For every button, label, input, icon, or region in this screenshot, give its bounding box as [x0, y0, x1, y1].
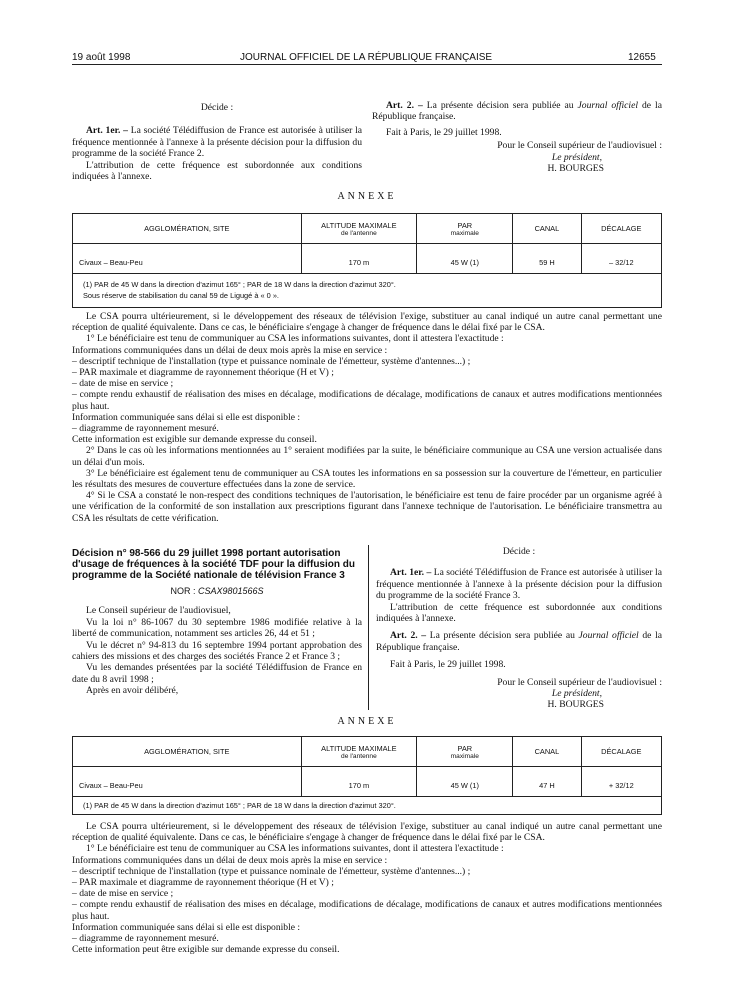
list-item: – date de mise en service ; [72, 378, 174, 390]
frequency-table-1 [72, 213, 662, 308]
decide-heading: Décide : [200, 102, 234, 113]
nor-code: CSAX9801566S [197, 586, 264, 596]
fait-a-paris: Fait à Paris, le 29 juillet 1998. [390, 659, 506, 671]
paragraph: 1° Le bénéficiaire est tenu de communiquer au CSA les informations suivantes, dont il attestera l'exactitude : [86, 333, 504, 345]
col-header-agglo: AGGLOMÉRATION, SITE [73, 214, 302, 244]
paragraph: Informations communiquées dans un délai de deux mois après la mise en service : [72, 344, 388, 356]
table-notes-row [73, 797, 662, 815]
paragraph: 2° Dans le cas où les informations mentionnées au 1° seraient modifiées par la suite, le bénéficiaire communique au CSA une version actualisée dans un délai d'un mois. [72, 445, 662, 468]
cell-altitude: 170 m [301, 244, 417, 274]
list-item: – compte rendu exhaustif de réalisation des mises en décalage, modifications de décalage, modifications de canaux et autres modifications mentionnées plus haut. [72, 389, 662, 412]
pour-le-conseil: Pour le Conseil supérieur de l'audiovisuel : [497, 676, 662, 688]
decision1-right-column [372, 100, 662, 174]
note-1: (1) PAR de 45 W dans la direction d'azimut 165° ; PAR de 18 W dans la direction d'azimut 320°. [83, 801, 396, 810]
header-rule [72, 64, 662, 65]
header-title: JOURNAL OFFICIEL DE LA RÉPUBLIQUE FRANÇAISE [240, 52, 493, 63]
list-item: – diagramme de rayonnement mesuré. [72, 423, 219, 435]
attribution-text: L'attribution de cette fréquence est subordonnée aux conditions indiquées à l'annexe. [376, 601, 662, 625]
column-divider [368, 545, 369, 710]
table-header-row [73, 214, 662, 244]
cell-decalage: – 32/12 [581, 244, 661, 274]
paragraph: Vu les demandes présentées par la société Télédiffusion de France en date du 8 avril 1998 ; [72, 662, 362, 685]
fait-a-paris: Fait à Paris, le 29 juillet 1998. [386, 126, 502, 138]
conditions-text-2 [72, 821, 662, 955]
list-item: – PAR maximale et diagramme de rayonnement théorique (H et V) ; [72, 877, 334, 889]
paragraph: Information communiquée sans délai si elle est disponible : [72, 921, 301, 933]
pour-le-conseil: Pour le Conseil supérieur de l'audiovisuel : [497, 140, 662, 152]
paragraph: Le CSA pourra ultérieurement, si le développement des réseaux de télévision l'exige, substituer au canal indiqué un autre canal permettant une réception de qualité équivalente. Dans ce cas, le bénéficiaire s'engage à changer de fréquence dans le délai fixé par le CSA. [72, 311, 662, 334]
conditions-text-1 [72, 311, 662, 524]
list-item: – descriptif technique de l'installation (type et puissance nominale de l'émetteur, système d'antennes...) ; [72, 355, 471, 367]
table-row [73, 244, 662, 274]
paragraph: Cette information est exigible sur demande expresse du conseil. [72, 434, 317, 446]
cell-site: Civaux – Beau-Peu [73, 767, 302, 797]
col-header-decalage: DÉCALAGE [581, 214, 661, 244]
table-row [73, 767, 662, 797]
frequency-table-2 [72, 736, 662, 815]
decision2-right-column [376, 546, 662, 711]
col-header-decalage: DÉCALAGE [581, 737, 661, 767]
note-2: Sous réserve de stabilisation du canal 59 de Ligugé à « 0 ». [83, 291, 279, 300]
decision2-title: Décision n° 98-566 du 29 juillet 1998 portant autorisation d'usage de fréquences à la société TDF pour la diffusion du programme de la Société nationale de télévision France 3 [72, 548, 355, 581]
signature: H. BOURGES [547, 699, 604, 711]
nor-line: NOR : CSAX9801566S [170, 586, 264, 596]
article-1-label: Art. 1er. – [86, 125, 128, 137]
list-item: – descriptif technique de l'installation (type et puissance nominale de l'émetteur, système d'antennes...) ; [72, 865, 471, 877]
col-header-agglo: AGGLOMÉRATION, SITE [73, 737, 302, 767]
annexe-heading: ANNEXE [337, 716, 397, 727]
paragraph: 3° Le bénéficiaire est également tenu de communiquer au CSA toutes les informations en sa possession sur la couverture de l'émetteur, en particulier les résultats des mesures de couverture effectuées dans la zone de service. [72, 467, 662, 491]
col-header-par: PAR maximale [417, 214, 513, 244]
table-note [73, 274, 662, 308]
list-item: – date de mise en service ; [72, 888, 174, 900]
col-header-altitude: ALTITUDE MAXIMALE de l'antenne [301, 737, 417, 767]
decide-heading: Décide : [502, 546, 536, 557]
president-title: Le président, [551, 688, 602, 700]
paragraph: Vu la loi n° 86-1067 du 30 septembre 1986 modifiée relative à la liberté de communication, notamment ses articles 26, 44 et 51 ; [72, 616, 362, 640]
article-1-text: La société Télédiffusion de France est autorisée à utiliser la fréquence mentionnée à l'annexe à la présente décision pour la diffusion du programme de la société France 2. [72, 125, 362, 160]
cell-par: 45 W (1) [417, 244, 513, 274]
signature: H. BOURGES [547, 163, 604, 175]
decision2-left-column [72, 548, 362, 697]
table-notes-row [73, 274, 662, 308]
cell-altitude: 170 m [301, 767, 417, 797]
list-item: – PAR maximale et diagramme de rayonnement théorique (H et V) ; [72, 367, 334, 379]
col-header-par: PAR maximale [417, 737, 513, 767]
col-header-canal: CANAL [513, 214, 581, 244]
paragraph: Le CSA pourra ultérieurement, si le développement des réseaux de télévision l'exige, substituer au canal indiqué un autre canal permettant une réception de qualité équivalente. Dans ce cas, le bénéficiaire s'engage à changer de fréquence dans le délai fixé par le CSA. [72, 821, 662, 844]
decision1-left-column [72, 102, 362, 182]
col-header-altitude: ALTITUDE MAXIMALE de l'antenne [301, 214, 417, 244]
cell-canal: 59 H [513, 244, 581, 274]
article-2-label: Art. 2. – [386, 100, 423, 111]
attribution-text: L'attribution de cette fréquence est subordonnée aux conditions indiquées à l'annexe. [72, 159, 362, 183]
article-2: Art. 2. – La présente décision sera publiée au Journal officiel de la République française. [372, 100, 662, 123]
paragraph: 4° Si le CSA a constaté le non-respect des conditions techniques de l'autorisation, le bénéficiaire est tenu de faire procéder par un organisme agréé à une vérification de la conformité de son installation aux prescriptions figurant dans l'annexe technique de l'autorisation. Le bénéficiaire transmettra au CSA les résultats de cette vérification. [72, 490, 662, 524]
paragraph: Cette information peut être exigible sur demande expresse du conseil. [72, 944, 340, 956]
header-page-number: 12655 [628, 52, 656, 63]
president-title: Le président, [551, 151, 602, 163]
article-1 [72, 125, 362, 159]
note-1: (1) PAR de 45 W dans la direction d'azimut 165° ; PAR de 18 W dans la direction d'azimut 320°. [83, 280, 396, 289]
annexe-heading: ANNEXE [337, 191, 397, 202]
paragraph: Informations communiquées dans un délai de deux mois après la mise en service : [72, 854, 388, 866]
list-item: – compte rendu exhaustif de réalisation des mises en décalage, modifications de décalage, modifications de canaux et autres modifications mentionnées plus haut. [72, 899, 662, 922]
paragraph: Le Conseil supérieur de l'audiovisuel, [86, 605, 231, 617]
cell-site: Civaux – Beau-Peu [73, 244, 302, 274]
table-header-row [73, 737, 662, 767]
paragraph: Après en avoir délibéré, [86, 685, 179, 697]
cell-par: 45 W (1) [417, 767, 513, 797]
article-1: Art. 1er. – La société Télédiffusion de France est autorisée à utiliser la fréquence mentionnée à l'annexe à la présente décision pour la diffusion du programme de la société France 3. [376, 567, 662, 602]
article-2: Art. 2. – La présente décision sera publiée au Journal officiel de la République française. [376, 630, 663, 653]
paragraph: 1° Le bénéficiaire est tenu de communiquer au CSA les informations suivantes, dont il attestera l'exactitude : [86, 843, 504, 855]
header-date: 19 août 1998 [72, 52, 131, 63]
col-header-canal: CANAL [513, 737, 581, 767]
cell-decalage: + 32/12 [581, 767, 661, 797]
cell-canal: 47 H [513, 767, 581, 797]
list-item: – diagramme de rayonnement mesuré. [72, 933, 219, 945]
paragraph: Vu le décret n° 94-813 du 16 septembre 1994 portant approbation des cahiers des missions et des charges des sociétés France 2 et France 3 ; [72, 639, 362, 663]
table-note [73, 797, 662, 815]
paragraph: Information communiquée sans délai si elle est disponible : [72, 411, 301, 423]
